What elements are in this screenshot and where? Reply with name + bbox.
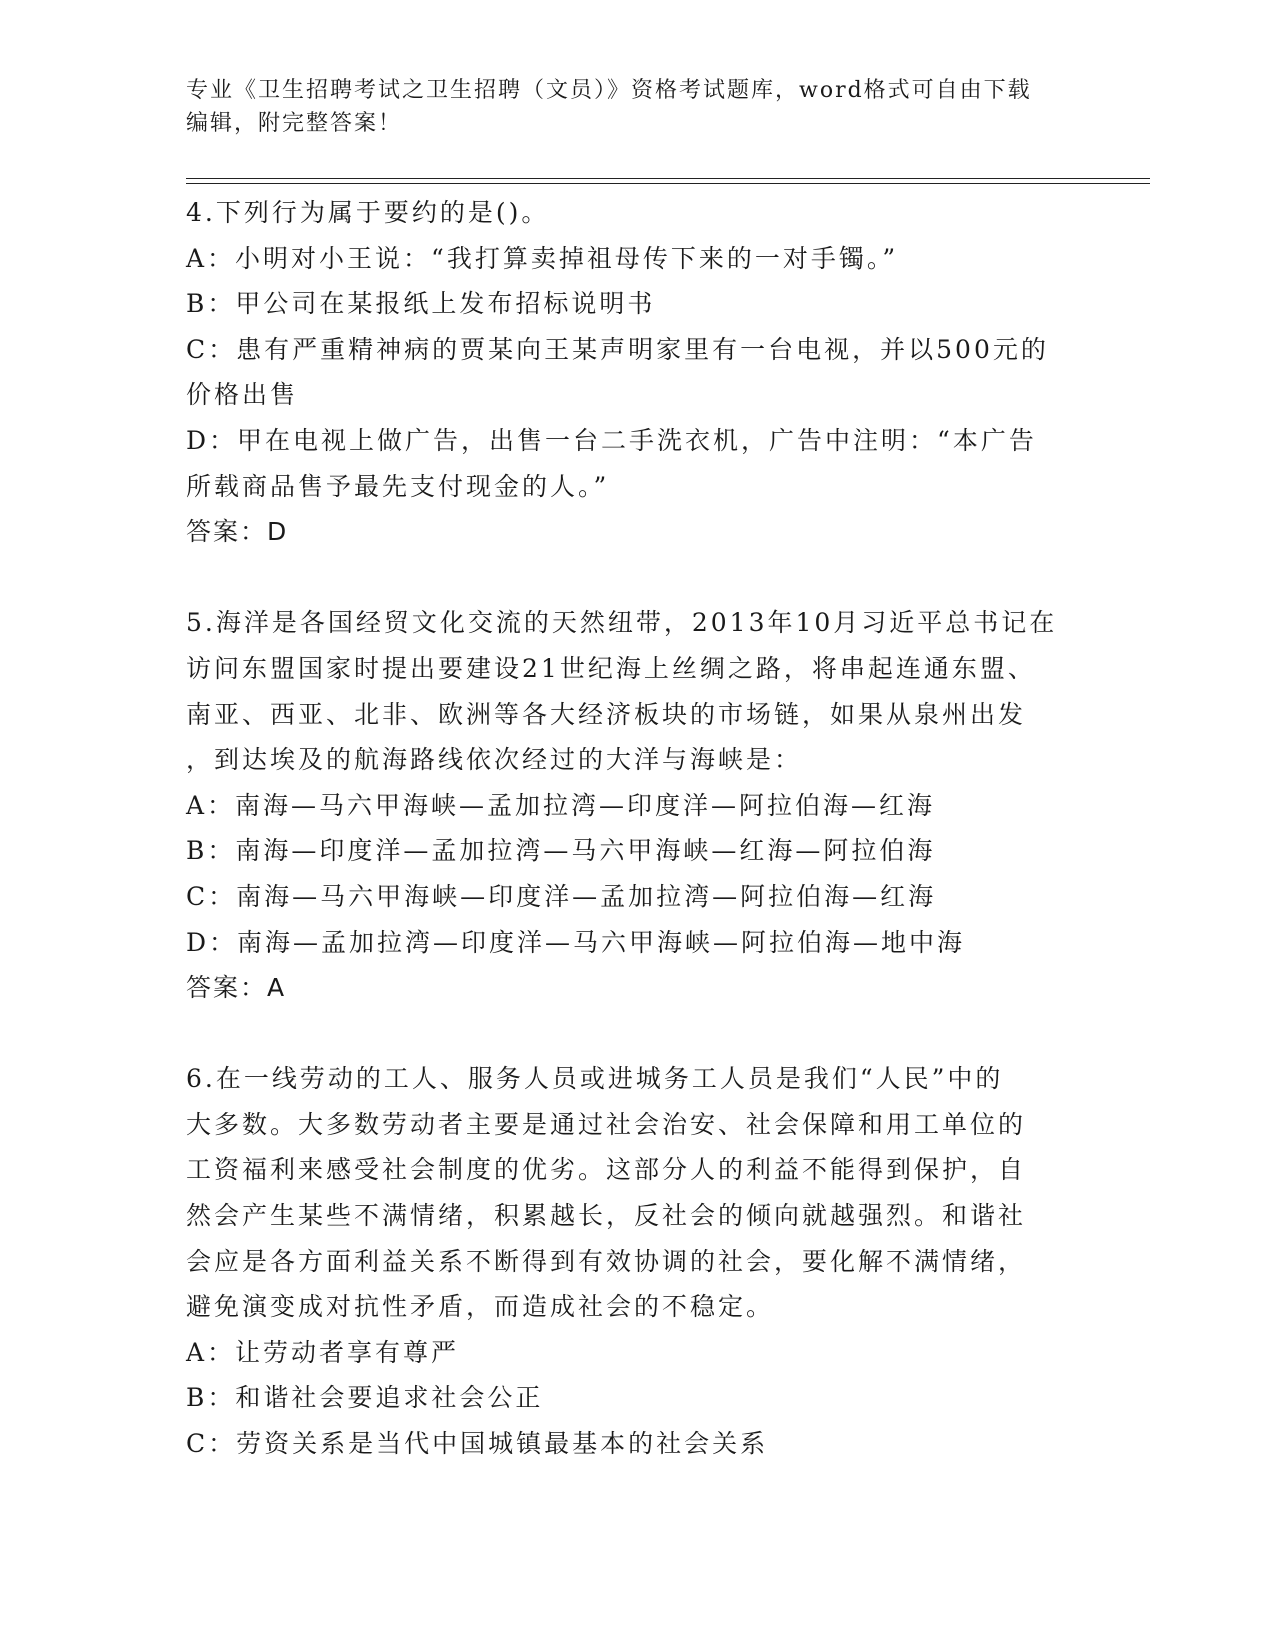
answer-label: 答案：A — [186, 973, 287, 1003]
question-stem-line: 4.下列行为属于要约的是()。 — [186, 198, 550, 227]
question-spacer — [186, 555, 1086, 601]
option-a: A：小明对小王说：“我打算卖掉祖母传下来的一对手镯。” — [186, 243, 899, 273]
question-6 — [186, 1056, 1086, 1466]
header-divider-bottom — [186, 183, 1150, 184]
question-stem-line: 然会产生某些不满情绪，积累越长，反社会的倾向就越强烈。和谐社 — [186, 1201, 1027, 1231]
option-b: B：南海—印度洋—孟加拉湾—马六甲海峡—红海—阿拉伯海 — [186, 836, 936, 866]
header-line-2: 编辑，附完整答案！ — [186, 111, 403, 136]
option-a: A：让劳动者享有尊严 — [186, 1337, 460, 1367]
question-stem-line: ，到达埃及的航海路线依次经过的大洋与海峡是： — [186, 745, 803, 775]
question-list — [186, 190, 1086, 1467]
option-c: C：南海—马六甲海峡—印度洋—孟加拉湾—阿拉伯海—红海 — [186, 881, 937, 911]
question-stem-line: 工资福利来感受社会制度的优劣。这部分人的利益不能得到保护，自 — [186, 1155, 1027, 1185]
option-b: B：甲公司在某报纸上发布招标说明书 — [186, 289, 656, 319]
option-a: A：南海—马六甲海峡—孟加拉湾—印度洋—阿拉伯海—红海 — [186, 790, 936, 820]
question-spacer — [186, 1011, 1086, 1057]
question-5 — [186, 600, 1086, 1010]
answer-label: 答案：D — [186, 517, 289, 547]
option-c: C：劳资关系是当代中国城镇最基本的社会关系 — [186, 1429, 769, 1459]
option-c-continued: 价格出售 — [186, 380, 299, 410]
document-header — [186, 74, 1066, 140]
question-stem-line: 6.在一线劳动的工人、服务人员或进城务工人员是我们“人民”中的 — [186, 1064, 1004, 1094]
question-stem-line: 会应是各方面利益关系不断得到有效协调的社会，要化解不满情绪， — [186, 1246, 1027, 1276]
question-stem-line: 避免演变成对抗性矛盾，而造成社会的不稳定。 — [186, 1292, 775, 1322]
option-d: D：南海—孟加拉湾—印度洋—马六甲海峡—阿拉伯海—地中海 — [186, 927, 966, 957]
header-line-1: 专业《卫生招聘考试之卫生招聘（文员）》资格考试题库，word格式可自由下载 — [186, 78, 1032, 103]
option-d: D：甲在电视上做广告，出售一台二手洗衣机，广告中注明：“本广告 — [186, 425, 1037, 455]
option-b: B：和谐社会要追求社会公正 — [186, 1383, 544, 1413]
question-stem-line: 大多数。大多数劳动者主要是通过社会治安、社会保障和用工单位的 — [186, 1109, 1027, 1139]
option-c: C：患有严重精神病的贾某向王某声明家里有一台电视，并以500元的 — [186, 334, 1049, 364]
question-4 — [186, 190, 1086, 555]
question-stem-line: 访问东盟国家时提出要建设21世纪海上丝绸之路，将串起连通东盟、 — [186, 653, 1036, 683]
option-d-continued: 所载商品售予最先支付现金的人。” — [186, 471, 610, 501]
question-stem-line: 南亚、西亚、北非、欧洲等各大经济板块的市场链，如果从泉州出发 — [186, 699, 1027, 729]
header-divider-top — [186, 178, 1150, 179]
question-stem-line: 5.海洋是各国经贸文化交流的天然纽带，2013年10月习近平总书记在 — [186, 608, 1058, 638]
